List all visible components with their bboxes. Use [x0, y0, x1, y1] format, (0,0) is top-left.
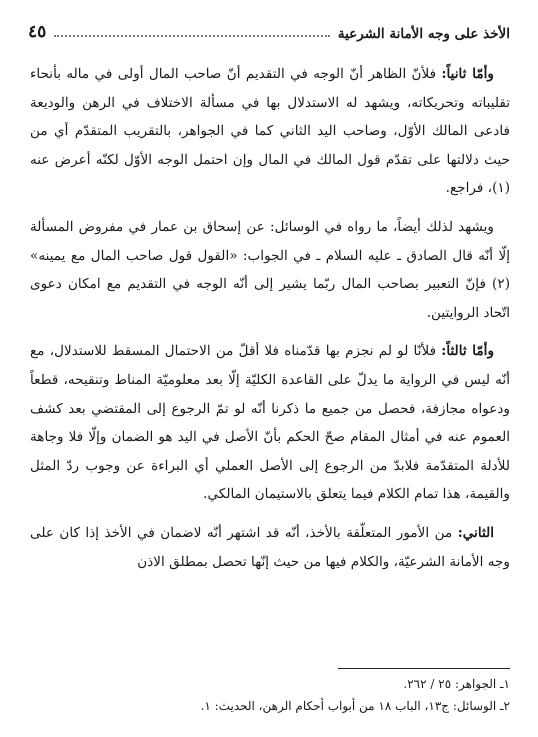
- footnote-1: ١ـ الجواهر: ٢٥ / ٢٦٢.: [403, 677, 510, 691]
- paragraph-text: من الأمور المتعلّقة بالأخذ، أنّه قد اشتهر أنّه لاضمان في الأخذ إذا كان على وجه الأمانة الشرعيّة، والكلام فيها من حيث إنّها تحصل بمطلق الاذن: [30, 524, 510, 570]
- footnote-2: ٢ـ الوسائل: ج١٣، الباب ١٨ من أبواب أحكام الرهن، الحديث: ١.: [200, 699, 510, 713]
- paragraph-text: فلأنّا لو لم نجزم بها قدّمناه فلا أقلّ من الاحتمال المسقط للاستدلال، مع أنّه ليس في الرواية ما يدلّ على القاعدة الكليّة إلّا بعد معلوميّة المناط وتنقيحه، قطعاً ودعواه مجازفة، فحصل من جميع ما ذكرنا أنّه لو تمّ الرجوع إلى المقتضي بعد كشف العموم عنه في أمثال المقام صحّ الحكم بأنّ الأصل في اليد هو الضمان وإلّا فلا وجاهة للأدلة المتقدّمة فلابدّ من الرجوع إلى الأصل العملي أي البراءة عن وجوب ردّ المثل والقيمة، هذا تمام الكلام فيما يتعلق بالاستيمان المالكي.: [30, 343, 510, 503]
- paragraph-lead: الثاني:: [457, 524, 494, 541]
- paragraph-lead: وأمّا ثالثاً:: [441, 343, 495, 360]
- running-title: الأخذ على وجه الأمانة الشرعية: [337, 26, 510, 42]
- paragraph-lead: وأمّا ثانياً:: [441, 66, 494, 82]
- page-number: ٤٥: [28, 22, 47, 42]
- page-body: [30, 60, 510, 586]
- footnotes: [30, 668, 510, 717]
- header-dotted-leader: [54, 35, 330, 37]
- paragraph-2: [30, 213, 510, 327]
- footnote-separator: [338, 668, 510, 669]
- paragraph-text: ويشهد لذلك أيضاً، ما رواه في الوسائل: عن إسحاق بن عمار في مفروض المسألة إلّا أنّه قال الصادق ـ عليه السلام ـ في الجواب: «القول قول صاحب المال مع يمينه» (٢) فإنّ التعبير بصاحب المال ربّما يشير إلى أنّه الوجه في التقديم مع امكان دعوى اتّحاد الروايتين.: [30, 218, 510, 321]
- paragraph-4: [30, 519, 510, 576]
- paragraph-3: [30, 337, 510, 509]
- running-header: [28, 14, 510, 42]
- paragraph-text: فلأنّ الظاهر أنّ الوجه في التقديم أنّ صاحب المال أولى في ماله بأنحاء تقليباته وتحريكاته، ويشهد له الاستدلال بها في مسألة الاختلاف في الرهن والوديعة فادعى المالك الأوّل، وصاحب اليد الثاني كما في الجواهر، بالتقريب المتقدّم أي من حيث دلالتها على تقدّم قول المالك في المال وإن احتمل الوجه الأوّل لكنّه أعرض عنه (١)، فراجع.: [30, 66, 510, 197]
- paragraph-1: [30, 60, 510, 203]
